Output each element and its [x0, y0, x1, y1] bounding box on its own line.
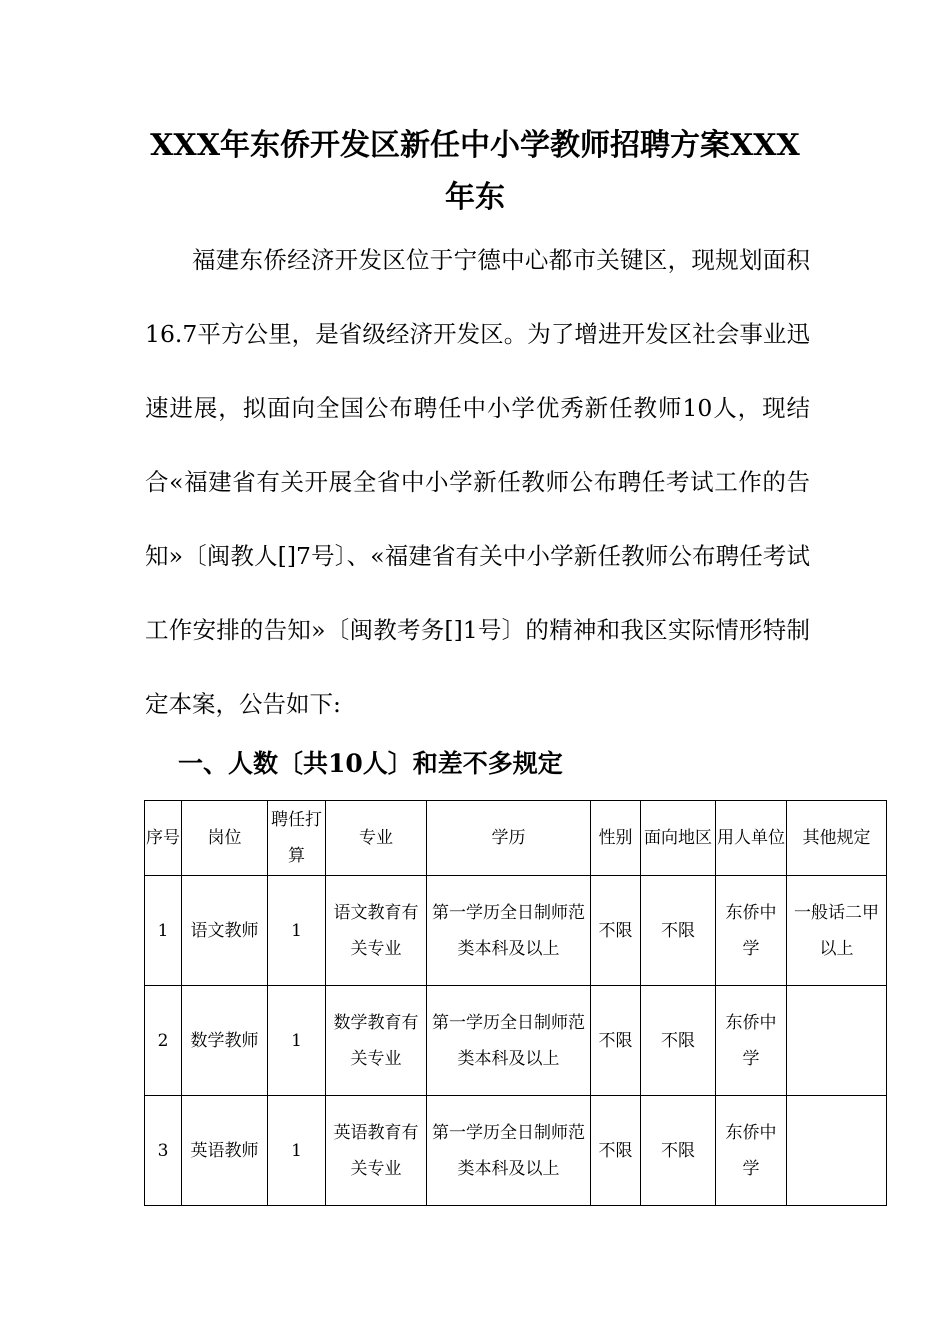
table-cell: 东侨中学 [716, 876, 787, 986]
table-cell: 第一学历全日制师范类本科及以上 [427, 986, 591, 1096]
header-cell: 性别 [591, 801, 641, 876]
recruitment-table [144, 800, 887, 1206]
document-title: XXX年东侨开发区新任中小学教师招聘方案XXX年东 [150, 128, 800, 215]
table-cell: 不限 [641, 876, 716, 986]
table-row [145, 876, 887, 986]
table-cell: 东侨中学 [716, 986, 787, 1096]
table-cell: 3 [145, 1096, 182, 1206]
table-cell: 1 [145, 876, 182, 986]
table-cell: 语文教师 [182, 876, 268, 986]
table-cell: 不限 [641, 986, 716, 1096]
header-cell: 学历 [427, 801, 591, 876]
table-cell: 数学教育有关专业 [326, 986, 427, 1096]
table-cell: 不限 [591, 986, 641, 1096]
table-cell: 1 [268, 986, 326, 1096]
table-cell: 英语教育有关专业 [326, 1096, 427, 1206]
header-cell: 岗位 [182, 801, 268, 876]
table-cell: 语文教育有关专业 [326, 876, 427, 986]
table-cell: 1 [268, 1096, 326, 1206]
table-cell: 2 [145, 986, 182, 1096]
header-cell: 专业 [326, 801, 427, 876]
header-cell: 其他规定 [787, 801, 887, 876]
table-cell [787, 1096, 887, 1206]
table-cell: 英语教师 [182, 1096, 268, 1206]
table-cell: 数学教师 [182, 986, 268, 1096]
table-row [145, 1096, 887, 1206]
table-cell: 东侨中学 [716, 1096, 787, 1206]
section-heading: 一、人数〔共10人〕和差不多规定 [178, 749, 563, 778]
header-cell: 用人单位 [716, 801, 787, 876]
table-cell: 1 [268, 876, 326, 986]
table-row [145, 986, 887, 1096]
intro-paragraph: 福建东侨经济开发区位于宁德中心都市关键区，现规划面积16.7平方公里，是省级经济开发区。为了增进开发区社会事业迅速进展，拟面向全国公布聘任中小学优秀新任教师10人，现结合«福建省有关开展全省中小学新任教师公布聘任考试工作的告知»〔闽教人[]7号〕、«福建省有关中小学新任教师公布聘任考试工作安排的告知»〔闽教考务[]1号〕的精神和我区实际情形特制定本案，公告如下: [145, 246, 810, 718]
table-cell [787, 986, 887, 1096]
table-cell: 不限 [591, 876, 641, 986]
table-header-row [145, 801, 887, 876]
header-cell: 聘任打算 [268, 801, 326, 876]
header-cell: 序号 [145, 801, 182, 876]
table-cell: 第一学历全日制师范类本科及以上 [427, 876, 591, 986]
table-cell: 不限 [591, 1096, 641, 1206]
table-cell: 不限 [641, 1096, 716, 1206]
header-cell: 面向地区 [641, 801, 716, 876]
table-cell: 第一学历全日制师范类本科及以上 [427, 1096, 591, 1206]
table-cell: 一般话二甲以上 [787, 876, 887, 986]
